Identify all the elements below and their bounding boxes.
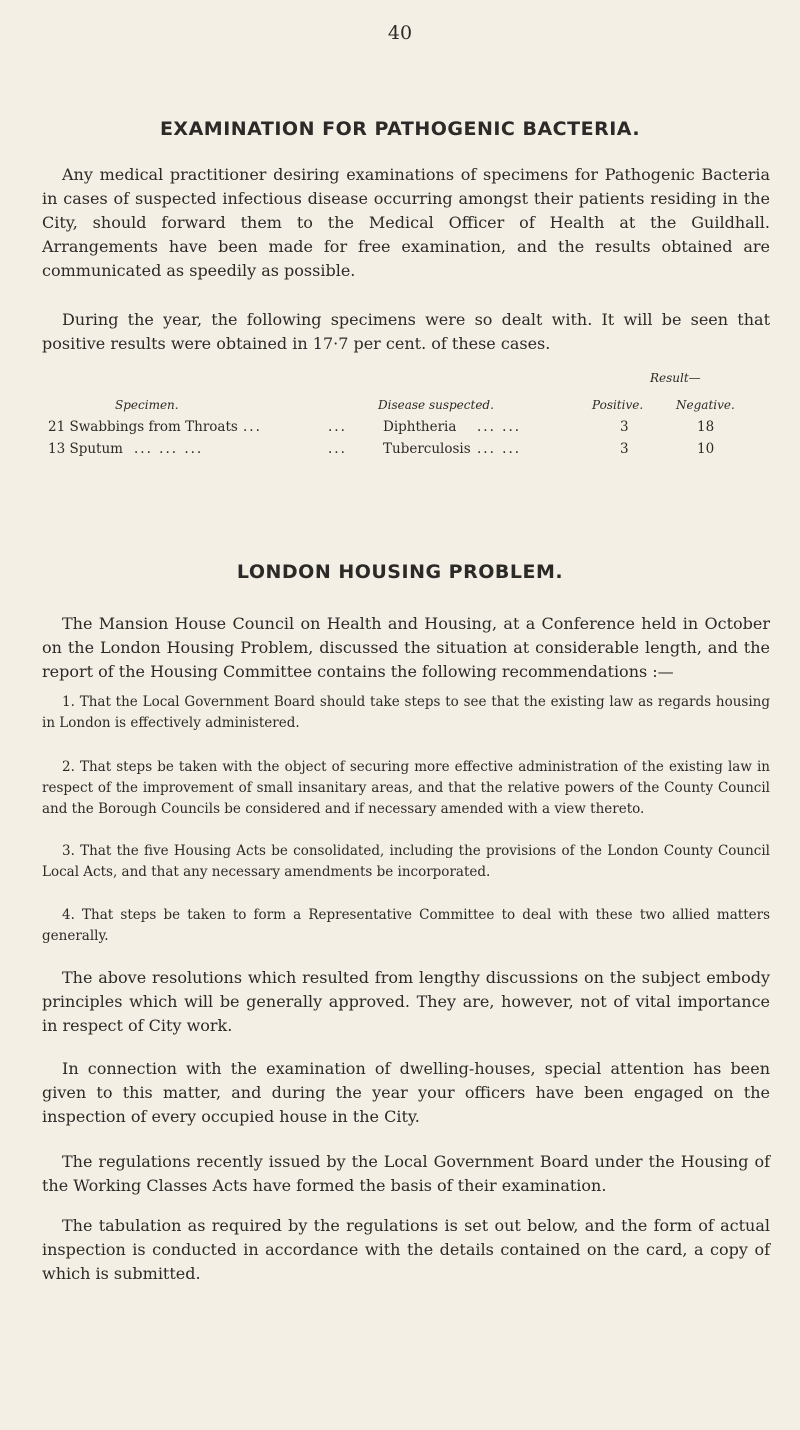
leader-dots: ... <box>328 419 347 435</box>
leader-dots: ... ... <box>477 441 522 457</box>
positive-cell: 3 <box>620 419 629 435</box>
paragraph-specimens-summary: During the year, the following specimens were so dealt with. It will be seen that positive results were obtained in 17·7 per cent. of these cases. <box>42 310 770 353</box>
section-heading-london-housing: LONDON HOUSING PROBLEM. <box>236 561 564 583</box>
disease-cell: Tuberculosis <box>383 441 471 457</box>
negative-cell: 18 <box>697 419 715 435</box>
paragraph-housing-intro: The Mansion House Council on Health and Housing, at a Conference held in October on the London Housing Problem, discussed the situation at considerable length, and the report of the Housing Committee contains the following recommendations :— <box>42 614 770 681</box>
page-number: 40 <box>387 22 413 44</box>
leader-dots: ... <box>243 419 262 435</box>
positive-cell: 3 <box>620 441 629 457</box>
leader-dots: ... <box>328 441 347 457</box>
leader-dots: ... ... ... <box>134 441 204 457</box>
recommendation-item: 3. That the five Housing Acts be consolidated, including the provisions of the London County Council Local Acts, and that any necessary amendments be incorporated. <box>42 843 770 880</box>
paragraph-resolutions: The above resolutions which resulted from lengthy discussions on the subject embody principles which will be generally approved. They are, however, not of vital importance in respect of City work. <box>42 968 770 1035</box>
paragraph-dwelling-houses: In connection with the examination of dwelling-houses, special attention has been given to this matter, and during the year your officers have been engaged on the inspection of every occupied house in the City. <box>42 1059 770 1126</box>
column-header-negative: Negative. <box>676 398 735 412</box>
leader-dots: ... ... <box>477 419 522 435</box>
paragraph-bacteria-intro: Any medical practitioner desiring examinations of specimens for Pathogenic Bacteria in cases of suspected infectious disease occurring amongst their patients residing in the City, should forward them to the Medical Officer of Health at the Guildhall. Arrangements have been made for free examination, and the results obtained are communicated as speedily as possible. <box>42 165 770 280</box>
column-header-disease: Disease suspected. <box>378 398 494 412</box>
column-header-specimen: Specimen. <box>115 398 179 412</box>
result-header: Result— <box>650 371 701 385</box>
paragraph-tabulation: The tabulation as required by the regulations is set out below, and the form of actual inspection is conducted in accordance with the details contained on the card, a copy of which is submitted. <box>42 1216 770 1283</box>
column-header-positive: Positive. <box>592 398 644 412</box>
paragraph-regulations: The regulations recently issued by the Local Government Board under the Housing of the Working Classes Acts have formed the basis of their examination. <box>42 1152 770 1195</box>
recommendation-item: 2. That steps be taken with the object of securing more effective administration of the existing law in respect of the improvement of small insanitary areas, and that the relative powers of the County Council and the Borough Councils be considered and if necessary amended with a view thereto. <box>42 759 770 817</box>
specimen-cell: 21 Swabbings from Throats <box>48 419 238 435</box>
section-heading-pathogenic-bacteria: EXAMINATION FOR PATHOGENIC BACTERIA. <box>159 118 641 140</box>
specimen-cell: 13 Sputum <box>48 441 123 457</box>
recommendation-item: 1. That the Local Government Board should take steps to see that the existing law as regards housing in London is effectively administered. <box>42 694 770 731</box>
disease-cell: Diphtheria <box>383 419 457 435</box>
recommendation-item: 4. That steps be taken to form a Representative Committee to deal with these two allied matters generally. <box>42 907 770 944</box>
negative-cell: 10 <box>697 441 715 457</box>
